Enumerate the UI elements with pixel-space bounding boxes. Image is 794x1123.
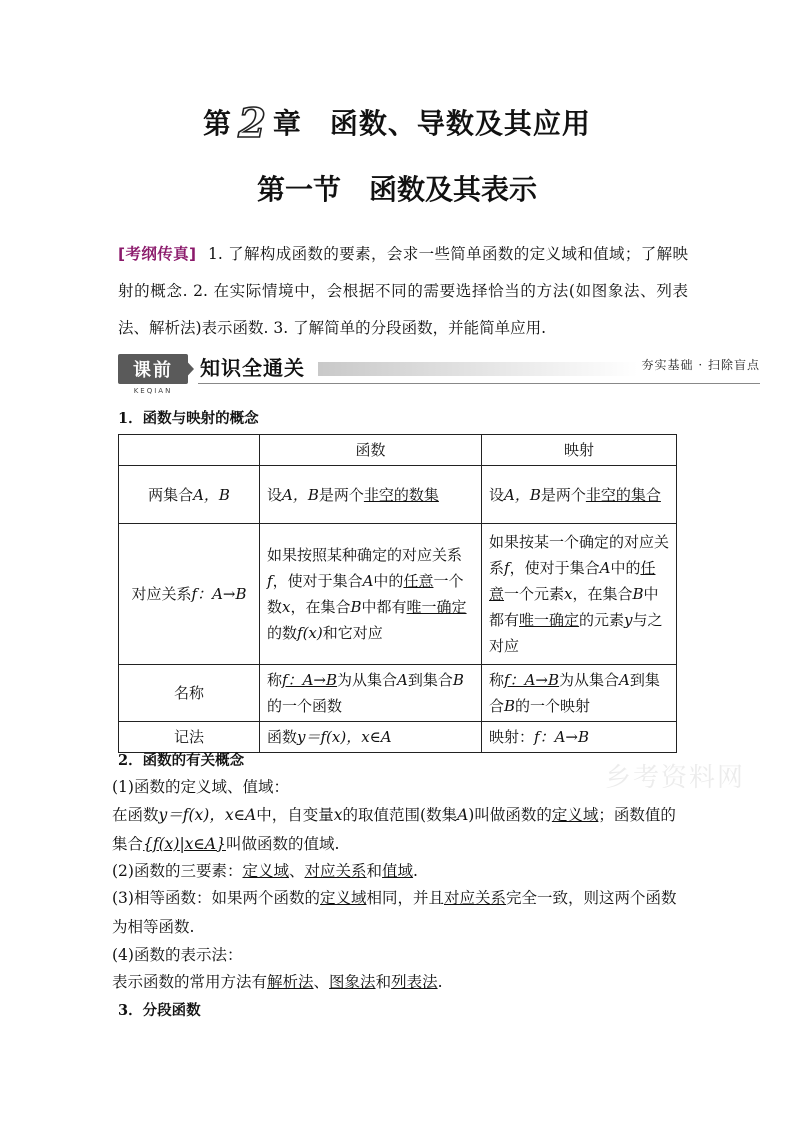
section-title: 函数及其表示 (369, 173, 538, 206)
banner-title: 知识全通关 (200, 356, 305, 380)
cell-mapping-correspondence: 如果按某一个确定的对应关系f，使对于集合A中的任意一个元素x，在集合B中都有唯一确定的元素y与之对应 (482, 524, 677, 665)
banner-label-box (118, 354, 188, 395)
section-number: 第一节 (256, 173, 341, 206)
cell-mapping-notation: 映射：f：A→B (482, 722, 677, 753)
row-label-correspondence: 对应关系f：A→B (119, 524, 260, 665)
p1-body: 在函数y＝f(x)，x∈A中，自变量x的取值范围(数集A)叫做函数的定义域；函数值的集合{f(x)|x∈A}叫做函数的值域. (112, 806, 676, 853)
table-row (119, 665, 677, 722)
header-mapping: 映射 (482, 435, 677, 466)
chapter-number: 2 (238, 100, 267, 147)
cell-mapping-name: 称f：A→B为从集合A到集合B的一个映射 (482, 665, 677, 722)
cell-function-name: 称f：A→B为从集合A到集合B的一个函数 (260, 665, 482, 722)
banner-label: 课前 (133, 360, 173, 381)
table-row (119, 524, 677, 665)
chapter-prefix: 第 (203, 107, 233, 140)
cell-mapping-sets: 设A，B是两个非空的集合 (482, 466, 677, 524)
section-heading (0, 168, 794, 208)
row-label-name: 名称 (119, 665, 260, 722)
table-corner-cell (119, 435, 260, 466)
syllabus-text: 1. 了解构成函数的要素，会求一些简单函数的定义域和值域；了解映射的概念. 2. 在实际情境中，会根据不同的需要选择恰当的方法(如图象法、列表法、解析法)表示函数. 3. 了解简单的分段函数，并能简单应用. (118, 245, 689, 337)
banner-divider (198, 383, 760, 384)
banner-pinyin: KEQIAN (133, 387, 173, 395)
table-row (119, 466, 677, 524)
chapter-title: 函数、导数及其应用 (329, 107, 591, 140)
chapter-suffix: 章 (272, 107, 302, 140)
banner-subtitle: 夯实基础 · 扫除盲点 (641, 358, 760, 372)
watermark: 乡考资料网 (605, 763, 746, 793)
cell-function-sets: 设A，B是两个非空的数集 (260, 466, 482, 524)
row-label-notation: 记法 (119, 722, 260, 753)
p3-equal-functions: (3)相等函数：如果两个函数的定义域相同，并且对应关系完全一致，则这两个函数为相等函数. (112, 889, 677, 936)
subsection-2-title: 2．函数的有关概念 (118, 752, 245, 769)
banner-gradient-bar (318, 362, 638, 376)
syllabus-tag: [考纲传真] (118, 245, 197, 263)
table-row (119, 722, 677, 753)
chapter-heading (0, 96, 794, 147)
header-function: 函数 (260, 435, 482, 466)
p2-three-elements: (2)函数的三要素：定义域、对应关系和值域. (112, 862, 418, 880)
cell-function-notation: 函数y＝f(x)，x∈A (260, 722, 482, 753)
row-label-sets: 两集合A，B (119, 466, 260, 524)
subsection-3-title: 3．分段函数 (118, 1002, 201, 1019)
cell-function-correspondence: 如果按照某种确定的对应关系f，使对于集合A中的任意一个数x，在集合B中都有唯一确定的数f(x)和它对应 (260, 524, 482, 665)
subsection-1-title: 1．函数与映射的概念 (118, 410, 259, 427)
p4-heading: (4)函数的表示法： (112, 946, 243, 964)
p4-body: 表示函数的常用方法有解析法、图象法和列表法. (112, 973, 443, 991)
syllabus-paragraph (118, 236, 688, 347)
table-header-row (119, 435, 677, 466)
p1-heading: (1)函数的定义域、值域： (112, 778, 289, 796)
section-banner (118, 352, 760, 395)
function-mapping-table (118, 434, 677, 753)
